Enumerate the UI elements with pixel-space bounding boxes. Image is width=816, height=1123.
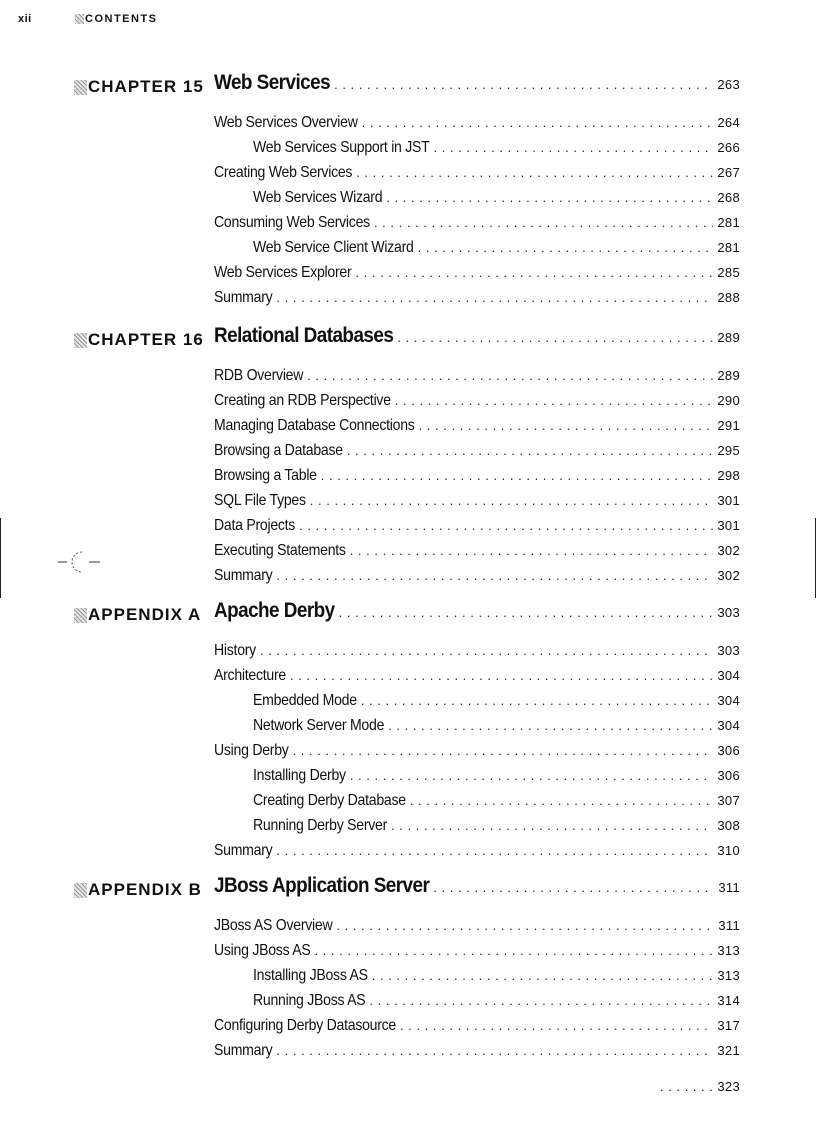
chapter-page: 303	[717, 605, 740, 620]
toc-entry[interactable]	[214, 1042, 740, 1062]
dot-leader	[310, 492, 714, 510]
entry-page: 301	[717, 493, 740, 508]
entry-page: 306	[717, 768, 740, 783]
entry-page: 303	[717, 643, 740, 658]
entry-page: 266	[717, 140, 740, 155]
toc-entry[interactable]	[214, 367, 740, 387]
toc-entry[interactable]	[253, 992, 740, 1012]
entry-title: Web Services Support in JST	[253, 139, 430, 156]
toc-entry[interactable]	[214, 917, 740, 937]
entry-page: 304	[717, 693, 740, 708]
entry-page: 295	[717, 443, 740, 458]
entry-title: Creating Derby Database	[253, 792, 406, 809]
entry-title: Network Server Mode	[253, 717, 385, 734]
entry-title: Web Service Client Wizard	[253, 239, 414, 256]
entry-page: 267	[717, 165, 740, 180]
entry-title: Configuring Derby Datasource	[214, 1017, 397, 1034]
chapter-heading[interactable]	[0, 874, 816, 904]
entry-page: 317	[717, 1018, 740, 1033]
entry-title: Data Projects	[214, 517, 296, 534]
dot-leader	[356, 164, 713, 182]
entry-title: Consuming Web Services	[214, 214, 370, 231]
entry-title: RDB Overview	[214, 367, 304, 384]
dot-leader	[293, 742, 714, 760]
toc-entry[interactable]	[214, 392, 740, 412]
entry-page: 285	[717, 265, 740, 280]
entry-page: 291	[717, 418, 740, 433]
chapter-marker-icon	[74, 608, 87, 623]
dot-leader	[307, 367, 713, 385]
chapter-title: Web Services	[214, 71, 331, 94]
dot-leader	[276, 289, 713, 307]
toc-entry[interactable]	[214, 164, 740, 184]
entry-page: 314	[717, 993, 740, 1008]
toc-entry[interactable]	[214, 1017, 740, 1037]
chapter-label	[74, 605, 201, 625]
entry-page: 307	[717, 793, 740, 808]
dot-leader	[418, 239, 714, 257]
dot-leader	[350, 542, 714, 560]
index-line	[660, 1079, 740, 1094]
toc-entry[interactable]	[214, 467, 740, 487]
chapter-label-text: CHAPTER 16	[88, 330, 204, 349]
entry-title: Creating an RDB Perspective	[214, 392, 391, 409]
entry-page: 304	[717, 718, 740, 733]
entry-title: Summary	[214, 1042, 273, 1059]
dot-leader	[334, 76, 713, 94]
chapter-label	[74, 880, 202, 900]
entry-title: Summary	[214, 567, 273, 584]
chapter-title: Apache Derby	[214, 599, 335, 622]
entry-title: Running JBoss AS	[253, 992, 366, 1009]
chapter-label-text: CHAPTER 15	[88, 77, 204, 96]
entry-page: 288	[717, 290, 740, 305]
index-leader: . . . . . . .	[659, 1079, 714, 1094]
entry-page: 310	[717, 843, 740, 858]
toc-entry[interactable]	[253, 717, 740, 737]
dot-leader	[388, 717, 713, 735]
entry-title: Creating Web Services	[214, 164, 353, 181]
toc-entry[interactable]	[253, 139, 740, 159]
header-page-number: xii	[18, 13, 32, 25]
dot-leader	[419, 417, 714, 435]
entry-title: Web Services Explorer	[214, 264, 352, 281]
dot-leader	[260, 642, 713, 660]
dot-leader	[369, 992, 713, 1010]
dot-leader	[355, 264, 713, 282]
entry-page: 298	[717, 468, 740, 483]
toc-entry[interactable]	[253, 792, 740, 812]
header-running-title: CONTENTS	[85, 13, 158, 25]
dot-leader	[336, 917, 714, 935]
entry-page: 311	[718, 918, 740, 933]
chapter-page: 289	[717, 330, 740, 345]
chapter-heading[interactable]	[0, 71, 816, 101]
dot-leader	[361, 692, 714, 710]
dot-leader	[321, 467, 714, 485]
toc-entry[interactable]	[253, 817, 740, 837]
entry-page: 301	[717, 518, 740, 533]
entry-page: 268	[717, 190, 740, 205]
dot-leader	[410, 792, 714, 810]
entry-title: Summary	[214, 842, 273, 859]
chapter-label	[74, 330, 204, 350]
entry-title: Installing Derby	[253, 767, 346, 784]
chapter-page: 263	[717, 77, 740, 92]
entry-title: Using Derby	[214, 742, 289, 759]
toc-entry[interactable]	[214, 417, 740, 437]
toc-entry[interactable]	[214, 942, 740, 962]
toc-entry[interactable]	[253, 692, 740, 712]
toc-entry[interactable]	[214, 114, 740, 134]
chapter-label	[74, 77, 204, 97]
dot-leader	[372, 967, 714, 985]
entry-title: SQL File Types	[214, 492, 306, 509]
toc-entry[interactable]	[214, 492, 740, 512]
toc-entry[interactable]	[214, 567, 740, 587]
chapter-title: JBoss Application Server	[214, 874, 430, 897]
dot-leader	[400, 1017, 713, 1035]
chapter-label-text: APPENDIX A	[88, 605, 202, 624]
chapter-marker-icon	[74, 80, 87, 95]
toc-entry[interactable]	[214, 517, 740, 537]
chapter-title-line	[214, 874, 740, 898]
toc-entry[interactable]	[214, 289, 740, 309]
toc-entry[interactable]	[253, 239, 740, 259]
index-page: 323	[717, 1079, 740, 1094]
toc-entry[interactable]	[214, 264, 740, 284]
entry-title: History	[214, 642, 256, 659]
entry-page: 264	[717, 115, 740, 130]
entry-page: 290	[717, 393, 740, 408]
entry-page: 308	[717, 818, 740, 833]
toc-entry[interactable]	[253, 967, 740, 987]
entry-title: JBoss AS Overview	[214, 917, 333, 934]
chapter-label-text: APPENDIX B	[88, 880, 202, 899]
dot-leader	[276, 842, 713, 860]
chapter-title-line	[214, 71, 740, 95]
toc-entry[interactable]	[214, 642, 740, 662]
dot-leader	[386, 189, 713, 207]
toc-entry[interactable]	[214, 442, 740, 462]
chapter-heading[interactable]	[0, 599, 816, 629]
dot-leader	[347, 442, 714, 460]
chapter-title-line	[214, 599, 740, 623]
entry-title: Using JBoss AS	[214, 942, 311, 959]
dot-leader	[290, 667, 713, 685]
entry-title: Summary	[214, 289, 273, 306]
header-marker-icon	[75, 14, 84, 24]
entry-page: 289	[717, 368, 740, 383]
dot-leader	[276, 1042, 713, 1060]
chapter-title: Relational Databases	[214, 324, 394, 347]
dot-leader	[339, 604, 714, 622]
entry-title: Browsing a Table	[214, 467, 317, 484]
entry-page: 313	[717, 968, 740, 983]
toc-entry[interactable]	[253, 767, 740, 787]
dot-leader	[433, 879, 714, 897]
toc-entry[interactable]	[214, 214, 740, 234]
entry-page: 306	[717, 743, 740, 758]
crop-mark-left	[0, 518, 1, 598]
toc-entry[interactable]	[214, 542, 740, 562]
dot-leader	[314, 942, 713, 960]
dot-leader	[395, 392, 714, 410]
entry-title: Installing JBoss AS	[253, 967, 368, 984]
chapter-marker-icon	[74, 883, 87, 898]
chapter-title-line	[214, 324, 740, 348]
entry-page: 281	[717, 240, 740, 255]
toc-entry[interactable]	[214, 667, 740, 687]
dot-leader	[391, 817, 713, 835]
chapter-marker-icon	[74, 333, 87, 348]
entry-page: 304	[717, 668, 740, 683]
running-header	[18, 13, 158, 25]
toc-entry[interactable]	[214, 742, 740, 762]
chapter-heading[interactable]	[0, 324, 816, 354]
toc-entry[interactable]	[214, 842, 740, 862]
dot-leader	[397, 329, 713, 347]
dot-leader	[362, 114, 714, 132]
entry-title: Executing Statements	[214, 542, 346, 559]
entry-page: 281	[717, 215, 740, 230]
entry-page: 302	[717, 543, 740, 558]
entry-title: Web Services Wizard	[253, 189, 383, 206]
entry-page: 302	[717, 568, 740, 583]
entry-title: Architecture	[214, 667, 286, 684]
entry-title: Managing Database Connections	[214, 417, 415, 434]
dot-leader	[374, 214, 713, 232]
entry-title: Browsing a Database	[214, 442, 343, 459]
dot-leader	[350, 767, 714, 785]
chapter-page: 311	[718, 880, 740, 895]
entry-page: 321	[717, 1043, 740, 1058]
dot-leader	[434, 139, 714, 157]
toc-entry[interactable]	[253, 189, 740, 209]
entry-title: Running Derby Server	[253, 817, 388, 834]
entry-title: Embedded Mode	[253, 692, 357, 709]
registration-mark-icon	[58, 549, 102, 573]
dot-leader	[276, 567, 713, 585]
entry-title: Web Services Overview	[214, 114, 358, 131]
dot-leader	[299, 517, 713, 535]
entry-page: 313	[717, 943, 740, 958]
